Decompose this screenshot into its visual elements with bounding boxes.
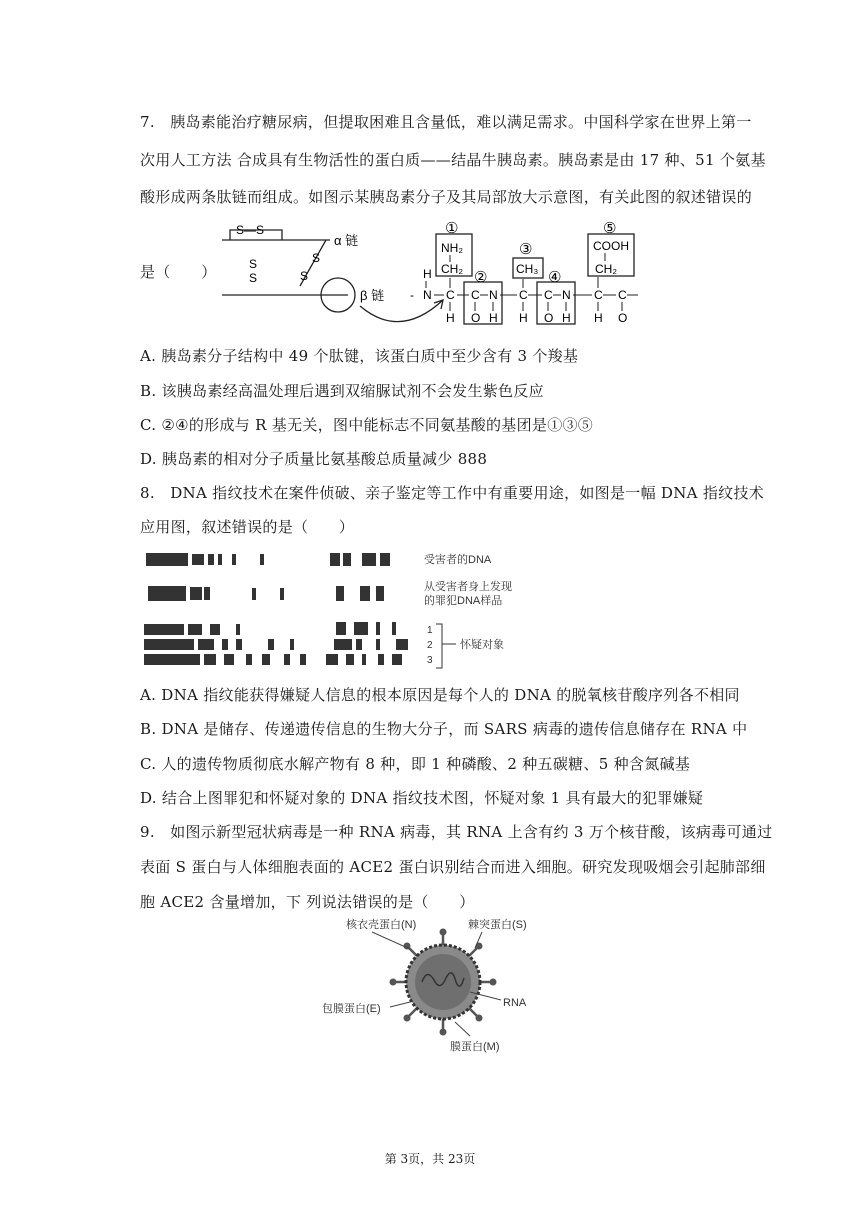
backbone-atom: H	[489, 311, 498, 325]
rna-label: RNA	[503, 997, 527, 1009]
backbone-atom: O	[544, 311, 554, 325]
suspect-3-bands	[144, 654, 402, 665]
q7-stem-line-3: 酸形成两条肽链而组成。如图示某胰岛素分子及其局部放大示意图，有关此图的叙述错误的	[140, 188, 753, 206]
q9-stem-line-1: 9. 如图示新型冠状病毒是一种 RNA 病毒，其 RNA 上含有约 3 万个核苷酸，该病毒可通过	[140, 823, 773, 841]
label-5: ⑤	[603, 220, 617, 237]
suspect-number-2: 2	[427, 640, 433, 651]
backbone-atom: C	[446, 288, 455, 302]
q9-stem-line-2: 表面 S 蛋白与人体细胞表面的 ACE2 蛋白识别结合而进入细胞。研究发现吸烟会引起肺部细	[140, 858, 766, 876]
criminal-sample-label-line-2: 的罪犯DNA样品	[424, 595, 503, 607]
q8-option-a: A. DNA 指纹能获得嫌疑人信息的根本原因是每个人的 DNA 的脱氧核苷酸序列各不相同	[140, 686, 740, 704]
sulfur-label: S	[300, 269, 309, 283]
envelope-protein-label: 包膜蛋白(E)	[322, 1003, 381, 1015]
q8-option-d: D. 结合上图罪犯和怀疑对象的 DNA 指纹技术图，怀疑对象 1 具有最大的犯罪嫌疑	[140, 789, 704, 807]
alpha-chain-label: α 链	[334, 233, 359, 248]
suspect-number-3: 3	[427, 655, 433, 666]
backbone-atom: H	[446, 311, 455, 325]
beta-chain-label: β 链	[360, 288, 385, 303]
backbone-atom: C	[618, 288, 627, 302]
q7-stem-line-2: 次用人工方法 合成具有生物活性的蛋白质——结晶牛胰岛素。胰岛素是由 17 种、51 个氨基	[140, 151, 766, 169]
nucleocapsid-protein-label: 核衣壳蛋白(N)	[346, 919, 417, 931]
backbone-atom: N	[489, 288, 498, 302]
backbone-atom: C	[594, 288, 603, 302]
q9-stem-line-3: 胞 ACE2 含量增加，下 列说法错误的是（ ）	[140, 893, 475, 911]
label-4: ④	[548, 269, 562, 286]
suspect-number-1: 1	[427, 625, 433, 636]
suspect-2-bands	[144, 639, 408, 650]
dna-fingerprint-figure	[140, 544, 540, 674]
backbone-atom: O	[471, 311, 481, 325]
victim-dna-label: 受害者的DNA	[424, 554, 492, 566]
backbone-atom: N	[423, 288, 432, 302]
membrane-protein-label: 膜蛋白(M)	[450, 1041, 500, 1053]
carboxyl-group: COOH	[593, 239, 629, 253]
q7-option-b: B. 该胰岛素经高温处理后遇到双缩脲试剂不会发生紫色反应	[140, 382, 544, 400]
insulin-structure-figure	[210, 218, 650, 330]
sulfur-label: S	[249, 271, 258, 285]
q7-option-c: C. ②④的形成与 R 基无关，图中能标志不同氨基酸的基团是①③⑤	[140, 416, 594, 434]
suspect-1-bands	[144, 622, 396, 635]
backbone-atom: N	[562, 288, 571, 302]
amino-group: NH₂	[441, 241, 463, 255]
methylene-group: CH₂	[441, 262, 463, 276]
backbone-atom: H	[423, 267, 432, 281]
suspects-label: 怀疑对象	[460, 639, 504, 651]
q8-stem-line-1: 8. DNA 指纹技术在案件侦破、亲子鉴定等工作中有重要用途，如图是一幅 DNA 指纹技术	[140, 484, 765, 502]
label-2: ②	[474, 269, 488, 286]
methyl-group: CH₃	[516, 262, 539, 276]
sulfur-label: S	[312, 251, 321, 265]
spike-protein-label: 棘突蛋白(S)	[468, 919, 527, 931]
backbone-atom: H	[562, 311, 571, 325]
backbone-atom: O	[618, 311, 628, 325]
victim-dna-bands	[146, 553, 390, 566]
criminal-sample-label-line-1: 从受害者身上发现	[424, 581, 512, 593]
backbone-atom: C	[519, 288, 528, 302]
backbone-atom: H	[519, 311, 528, 325]
methylene-group: CH₂	[595, 262, 617, 276]
q7-stem-end: 是（ ）	[140, 263, 217, 281]
disulfide-bond-label: S—S	[236, 223, 265, 237]
backbone-atom: C	[471, 288, 480, 302]
q7-option-d: D. 胰岛素的相对分子质量比氨基酸总质量减少 888	[140, 450, 488, 468]
q7-stem-line-1: 7. 胰岛素能治疗糖尿病，但提取困难且含量低，难以满足需求。中国科学家在世界上第一	[140, 113, 752, 131]
coronavirus-structure-figure	[310, 912, 550, 1057]
q8-option-b: B. DNA 是储存、传递遗传信息的生物大分子，而 SARS 病毒的遗传信息储存在 RNA 中	[140, 720, 748, 738]
backbone-atom: H	[594, 311, 603, 325]
sulfur-label: S	[249, 257, 258, 271]
criminal-sample-bands	[148, 586, 384, 601]
q7-option-a: A. 胰岛素分子结构中 49 个肽键，该蛋白质中至少含有 3 个羧基	[140, 347, 579, 365]
q8-option-c: C. 人的遗传物质彻底水解产物有 8 种，即 1 种磷酸、2 种五碳糖、5 种含氮碱基	[140, 755, 691, 773]
backbone-bond: -	[410, 288, 414, 302]
q8-stem-line-2: 应用图，叙述错误的是（ ）	[140, 518, 355, 536]
label-3: ③	[519, 241, 533, 258]
backbone-atom: C	[544, 288, 553, 302]
page-footer: 第 3页，共 23页	[384, 1152, 476, 1166]
label-1: ①	[445, 220, 459, 237]
